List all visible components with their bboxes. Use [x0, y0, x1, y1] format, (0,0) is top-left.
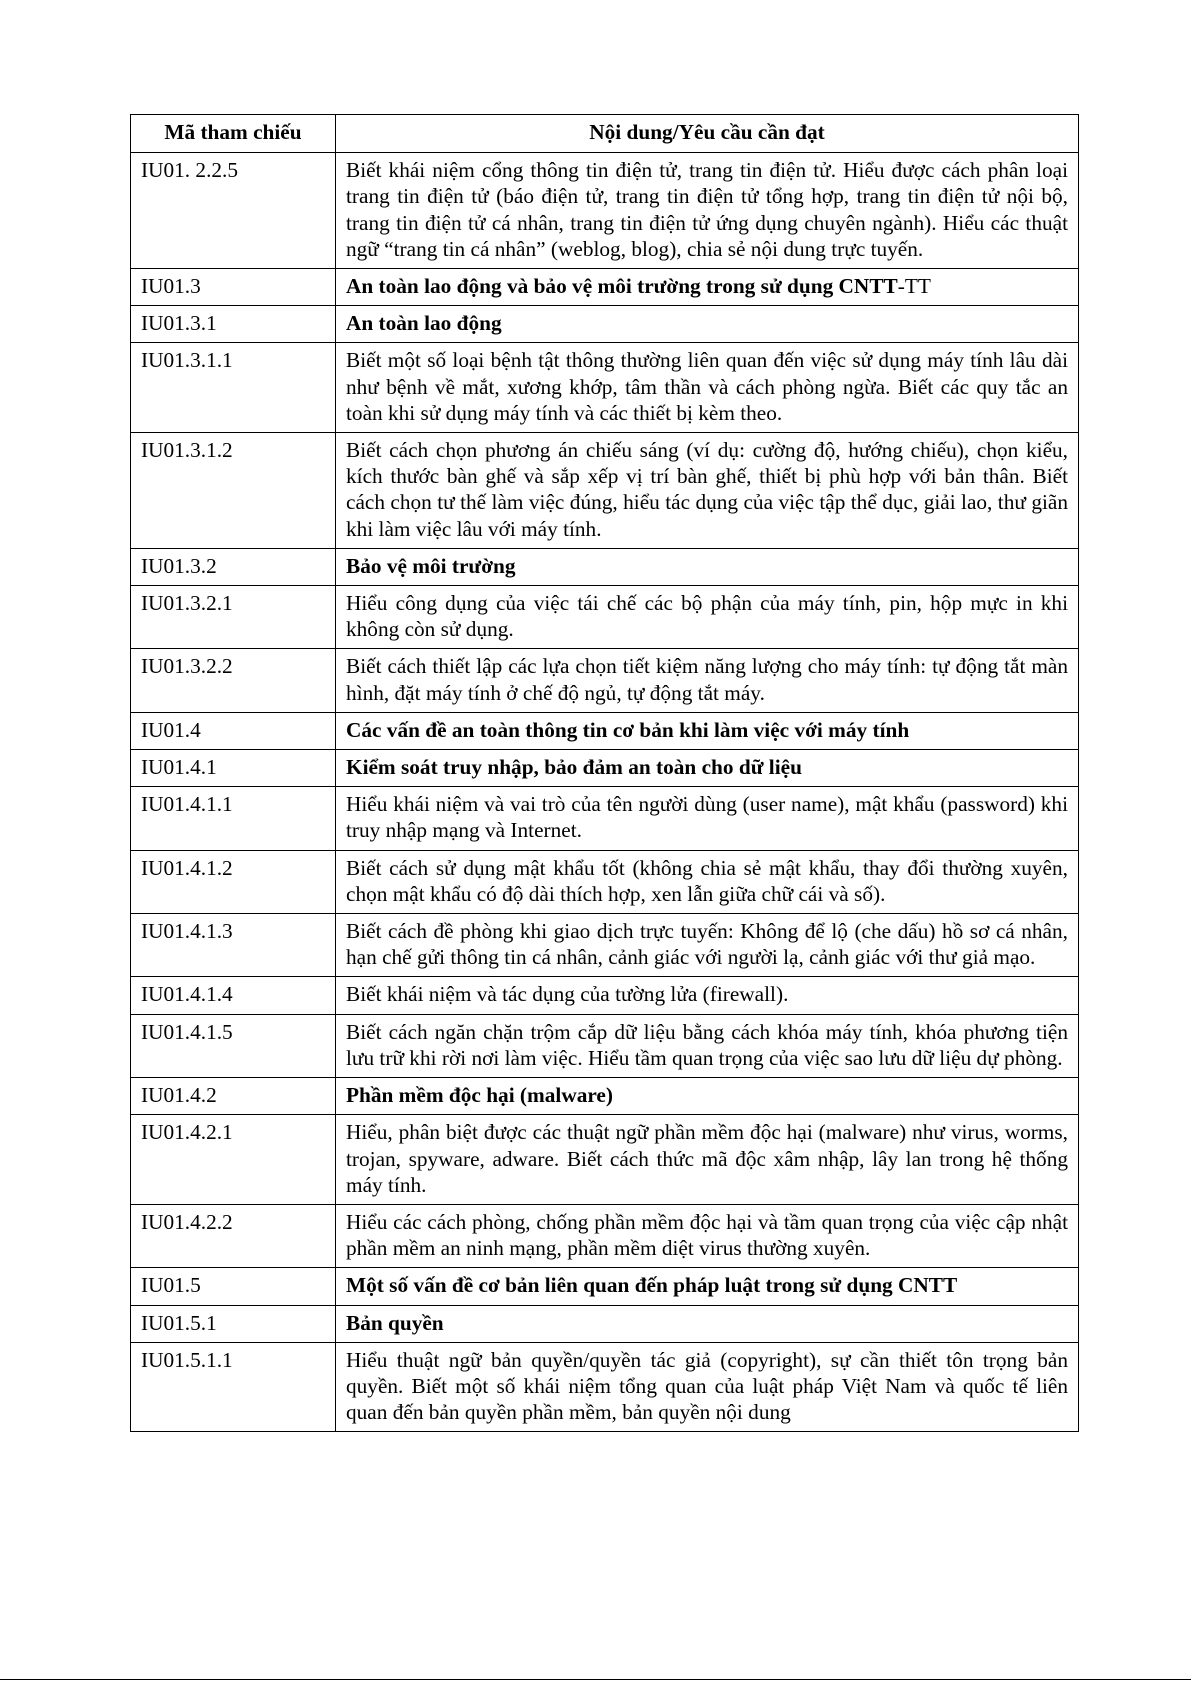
table-body	[131, 153, 1079, 1432]
table-row	[131, 548, 1079, 585]
requirement-text-suffix: -TT	[897, 274, 931, 299]
requirement-text: An toàn lao động	[346, 311, 502, 336]
requirement-text-cell	[336, 977, 1079, 1014]
table-row	[131, 1204, 1079, 1267]
table-row	[131, 649, 1079, 712]
requirement-text-cell	[336, 914, 1079, 977]
header-content-requirement: Nội dung/Yêu cầu cần đạt	[336, 115, 1079, 153]
requirement-text: Phần mềm độc hại (malware)	[346, 1083, 613, 1108]
table-row	[131, 269, 1079, 306]
requirement-text: Biết cách thiết lập các lựa chọn tiết kiệm năng lượng cho máy tính: tự động tắt màn hình, đặt máy tính ở chế độ ngủ, tự động tắt máy.	[346, 654, 1068, 705]
requirement-text-cell	[336, 343, 1079, 433]
requirement-text-cell	[336, 433, 1079, 549]
table-row	[131, 1305, 1079, 1342]
table-row	[131, 1268, 1079, 1305]
table-row	[131, 1014, 1079, 1077]
reference-code-cell: IU01.4.2	[131, 1078, 336, 1115]
requirement-text: Biết cách sử dụng mật khẩu tốt (không chia sẻ mật khẩu, thay đổi thường xuyên, chọn mật khẩu có độ dài thích hợp, xen lẫn giữa chữ cái và số).	[346, 855, 1068, 906]
requirement-text-cell	[336, 1342, 1079, 1432]
reference-code-cell: IU01.3.1	[131, 306, 336, 343]
requirement-text: Biết khái niệm cổng thông tin điện tử, trang tin điện tử. Hiểu được cách phân loại trang tin điện tử (báo điện tử, trang tin điện tử tổng hợp, trang tin điện tử nội bộ, trang tin điện tử cá nhân, trang tin điện tử ứng dụng chuyên ngành). Hiểu các thuật ngữ “trang tin cá nhân” (weblog, blog), chia sẻ nội dung trực tuyến.	[346, 158, 1068, 261]
reference-code-cell: IU01. 2.2.5	[131, 153, 336, 269]
table-row	[131, 343, 1079, 433]
requirement-text-cell	[336, 850, 1079, 913]
table-row	[131, 1342, 1079, 1432]
section-heading-cell	[336, 269, 1079, 306]
table-header-row	[131, 115, 1079, 153]
requirement-text: Hiểu thuật ngữ bản quyền/quyền tác giả (copyright), sự cần thiết tôn trọng bản quyền. Biết một số khái niệm tổng quan của luật pháp Việt Nam và quốc tế liên quan đến bản quyền phần mềm, bản quyền nội dung	[346, 1347, 1068, 1425]
reference-code-cell: IU01.4.1	[131, 750, 336, 787]
reference-code-cell: IU01.4.2.2	[131, 1204, 336, 1267]
reference-code-cell: IU01.3.1.1	[131, 343, 336, 433]
requirement-text: Bảo vệ môi trường	[346, 553, 516, 578]
table-row	[131, 153, 1079, 269]
requirement-text: Một số vấn đề cơ bản liên quan đến pháp luật trong sử dụng CNTT	[346, 1273, 958, 1298]
requirement-text: An toàn lao động và bảo vệ môi trường trong sử dụng CNTT	[346, 274, 898, 299]
section-heading-cell	[336, 1268, 1079, 1305]
requirement-text: Bản quyền	[346, 1310, 444, 1335]
reference-code-cell: IU01.3.1.2	[131, 433, 336, 549]
table-row	[131, 914, 1079, 977]
requirement-text: Hiểu khái niệm và vai trò của tên người dùng (user name), mật khẩu (password) khi truy nhập mạng và Internet.	[346, 792, 1068, 843]
reference-code-cell: IU01.3.2.1	[131, 586, 336, 649]
reference-code-cell: IU01.3	[131, 269, 336, 306]
requirement-text: Biết khái niệm và tác dụng của tường lửa (firewall).	[346, 982, 789, 1007]
section-heading-cell	[336, 750, 1079, 787]
requirement-text-cell	[336, 787, 1079, 850]
requirement-text: Kiểm soát truy nhập, bảo đảm an toàn cho dữ liệu	[346, 755, 802, 780]
table-row	[131, 977, 1079, 1014]
reference-code-cell: IU01.5.1	[131, 1305, 336, 1342]
requirement-text-cell	[336, 649, 1079, 712]
table-row	[131, 750, 1079, 787]
table-row	[131, 787, 1079, 850]
requirement-text: Biết một số loại bệnh tật thông thường liên quan đến việc sử dụng máy tính lâu dài như bệnh về mắt, xương khớp, tâm thần và cách phòng ngừa. Biết các quy tắc an toàn khi sử dụng máy tính và các thiết bị kèm theo.	[346, 348, 1068, 425]
table-row	[131, 306, 1079, 343]
document-page	[130, 114, 1078, 1432]
section-heading-cell	[336, 1305, 1079, 1342]
table-row	[131, 1115, 1079, 1205]
reference-code-cell: IU01.4.1.5	[131, 1014, 336, 1077]
requirement-text-cell	[336, 153, 1079, 269]
table-row	[131, 712, 1079, 749]
section-heading-cell	[336, 548, 1079, 585]
footer-rule	[0, 1679, 1191, 1680]
requirement-text-cell	[336, 1204, 1079, 1267]
section-heading-cell	[336, 712, 1079, 749]
requirement-text-cell	[336, 586, 1079, 649]
reference-code-cell: IU01.3.2	[131, 548, 336, 585]
reference-code-cell: IU01.4.1.2	[131, 850, 336, 913]
reference-code-cell: IU01.4	[131, 712, 336, 749]
reference-code-cell: IU01.4.1.1	[131, 787, 336, 850]
requirement-text: Biết cách ngăn chặn trộm cắp dữ liệu bằng cách khóa máy tính, khóa phương tiện lưu trữ khi rời nơi làm việc. Hiểu tầm quan trọng của việc sao lưu dữ liệu dự phòng.	[346, 1019, 1068, 1070]
section-heading-cell	[336, 1078, 1079, 1115]
section-heading-cell	[336, 306, 1079, 343]
reference-code-cell: IU01.3.2.2	[131, 649, 336, 712]
reference-code-cell: IU01.5.1.1	[131, 1342, 336, 1432]
requirement-text: Hiểu công dụng của việc tái chế các bộ phận của máy tính, pin, hộp mực in khi không còn sử dụng.	[346, 591, 1068, 642]
reference-code-cell: IU01.5	[131, 1268, 336, 1305]
table-row	[131, 1078, 1079, 1115]
requirement-text-cell	[336, 1115, 1079, 1205]
requirement-text: Biết cách đề phòng khi giao dịch trực tuyến: Không để lộ (che dấu) hồ sơ cá nhân, hạn chế gửi thông tin cá nhân, cảnh giác với người lạ, cảnh giác với thư giả mạo.	[346, 919, 1068, 970]
table-row	[131, 433, 1079, 549]
reference-code-cell: IU01.4.1.3	[131, 914, 336, 977]
requirement-text: Các vấn đề an toàn thông tin cơ bản khi làm việc với máy tính	[346, 717, 910, 742]
table-row	[131, 850, 1079, 913]
requirement-text-cell	[336, 1014, 1079, 1077]
requirement-text: Biết cách chọn phương án chiếu sáng (ví dụ: cường độ, hướng chiếu), chọn kiểu, kích thước bàn ghế và sắp xếp vị trí bàn ghế, thiết bị phù hợp với bản thân. Biết cách chọn tư thế làm việc đúng, hiểu tác dụng của việc tập thể dục, giải lao, thư giãn khi làm việc lâu với máy tính.	[346, 438, 1068, 541]
table-row	[131, 586, 1079, 649]
requirement-text: Hiểu các cách phòng, chống phần mềm độc hại và tầm quan trọng của việc cập nhật phần mềm an ninh mạng, phần mềm diệt virus thường xuyên.	[346, 1209, 1068, 1261]
header-reference-code: Mã tham chiếu	[131, 115, 336, 153]
reference-code-cell: IU01.4.1.4	[131, 977, 336, 1014]
requirements-table	[130, 114, 1079, 1432]
reference-code-cell: IU01.4.2.1	[131, 1115, 336, 1205]
requirement-text: Hiểu, phân biệt được các thuật ngữ phần mềm độc hại (malware) như virus, worms, trojan, spyware, adware. Biết cách thức mã độc xâm nhập, lây lan trong hệ thống máy tính.	[346, 1120, 1068, 1197]
